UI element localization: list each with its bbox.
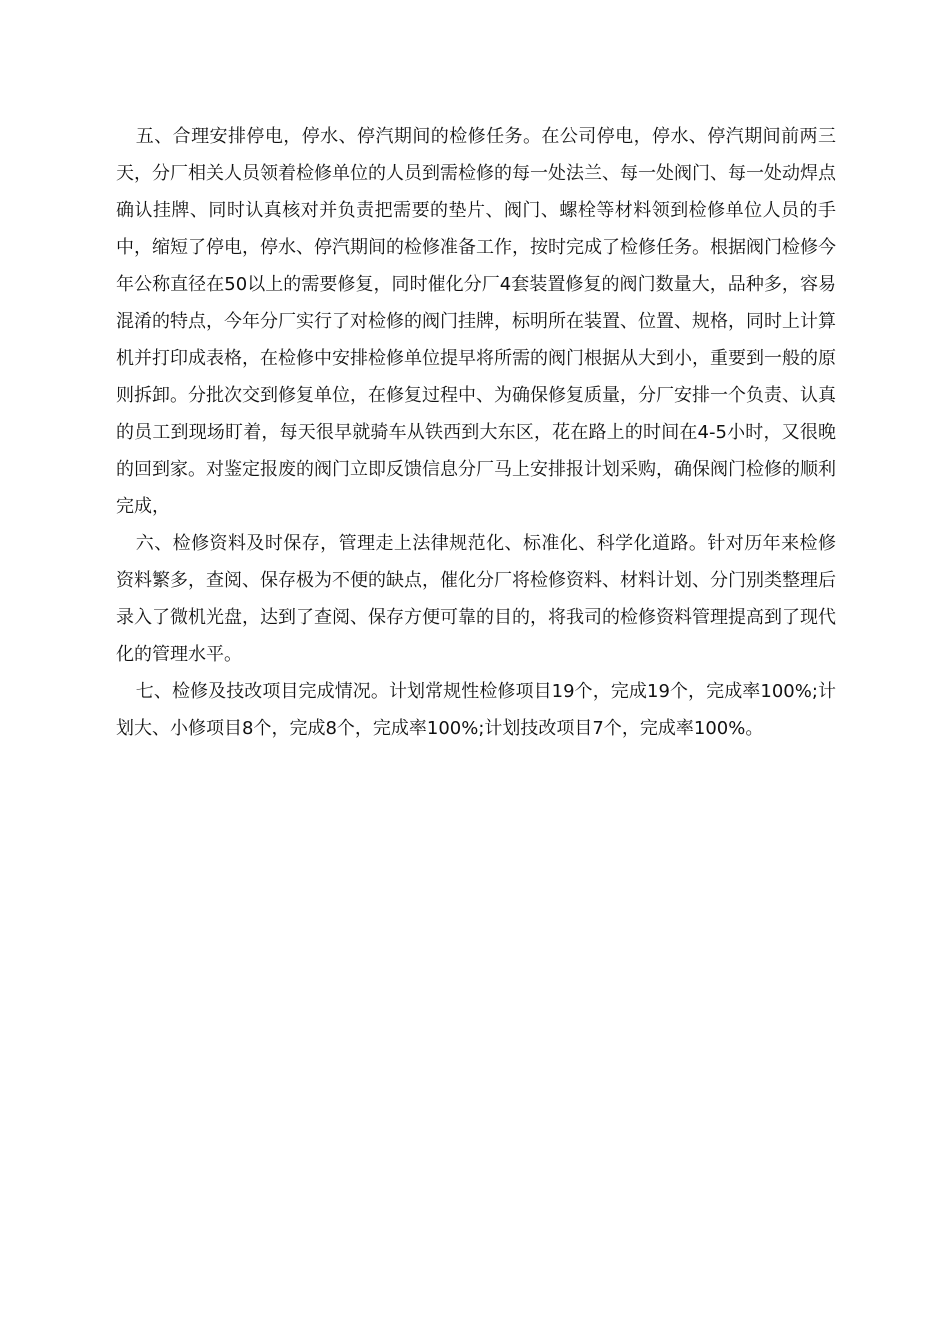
paragraph-power-outage-maintenance: 五、合理安排停电，停水、停汽期间的检修任务。在公司停电，停水、停汽期间前两三天，分厂相关人员领着检修单位的人员到需检修的每一处法兰、每一处阀门、每一处动焊点确认挂牌、同时认真核对并负责把需要的垫片、阀门、螺栓等材料领到检修单位人员的手中，缩短了停电，停水、停汽期间的检修准备工作，按时完成了检修任务。根据阀门检修今年公称直径在50以上的需要修复，同时催化分厂4套装置修复的阀门数量大，品种多，容易混淆的特点，今年分厂实行了对检修的阀门挂牌，标明所在装置、位置、规格，同时上计算机并打印成表格，在检修中安排检修单位提早将所需的阀门根据从大到小，重要到一般的原则拆卸。分批次交到修复单位，在修复过程中、为确保修复质量，分厂安排一个负责、认真的员工到现场盯着，每天很早就骑车从铁西到大东区，花在路上的时间在4-5小时，又很晚的回到家。对鉴定报废的阀门立即反馈信息分厂马上安排报计划采购，确保阀门检修的顺利完成， <box>116 126 836 517</box>
paragraph-maintenance-records: 六、检修资料及时保存，管理走上法律规范化、标准化、科学化道路。针对历年来检修资料繁多，查阅、保存极为不便的缺点，催化分厂将检修资料、材料计划、分门别类整理后录入了微机光盘，达到了查阅、保存方便可靠的目的，将我司的检修资料管理提高到了现代化的管理水平。 <box>116 533 836 665</box>
paragraph-project-completion: 七、检修及技改项目完成情况。计划常规性检修项目19个，完成19个，完成率100%;计划大、小修项目8个，完成8个，完成率100%;计划技改项目7个，完成率100%。 <box>116 681 836 739</box>
document-body <box>116 118 836 747</box>
